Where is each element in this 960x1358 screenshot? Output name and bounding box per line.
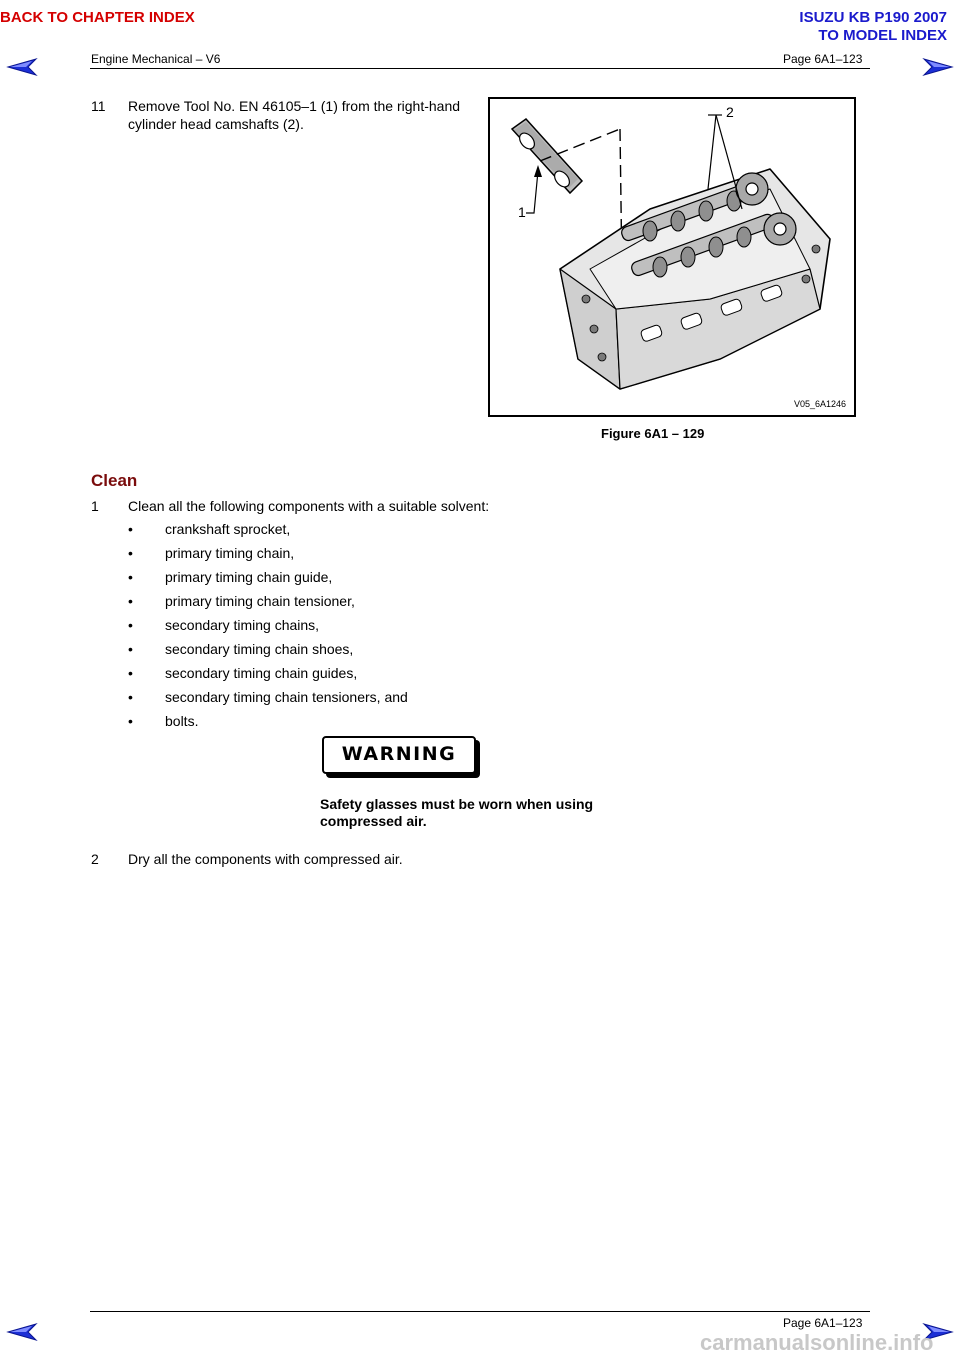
- bullet-icon: •: [128, 713, 133, 729]
- arrow-left-icon[interactable]: [6, 57, 38, 77]
- list-item-text: bolts.: [165, 713, 199, 729]
- header-page-number: Page 6A1–123: [783, 52, 863, 66]
- model-index-line: TO MODEL INDEX: [818, 27, 947, 44]
- step-11-line-2: cylinder head camshafts (2).: [128, 116, 304, 132]
- step-11-line-1: Remove Tool No. EN 46105–1 (1) from the right-hand: [128, 98, 461, 114]
- callout-1: 1: [518, 204, 526, 220]
- step-2-text: Dry all the components with compressed air.: [128, 851, 403, 867]
- warning-badge: WARNING: [322, 736, 476, 774]
- arrow-left-icon[interactable]: [6, 1322, 38, 1342]
- list-item-text: secondary timing chain guides,: [165, 665, 358, 681]
- list-item-text: crankshaft sprocket,: [165, 521, 291, 537]
- list-item: [128, 545, 628, 563]
- figure-code: V05_6A1246: [793, 399, 846, 409]
- list-item-text: secondary timing chain shoes,: [165, 641, 354, 657]
- bullet-icon: •: [128, 641, 133, 657]
- list-item: [128, 641, 628, 659]
- figure-frame: [488, 97, 856, 417]
- bullet-icon: •: [128, 521, 133, 537]
- bullet-icon: •: [128, 689, 133, 705]
- footer-rule: [90, 1311, 870, 1312]
- model-title-line: ISUZU KB P190 2007: [799, 9, 947, 26]
- header-section-title: Engine Mechanical – V6: [91, 52, 221, 66]
- figure-caption: Figure 6A1 – 129: [601, 426, 705, 441]
- step-2-number: 2: [91, 851, 99, 867]
- list-item: [128, 569, 628, 587]
- engine-head-block: [560, 169, 830, 389]
- warning-line-1: Safety glasses must be worn when using: [320, 796, 594, 812]
- list-item-text: secondary timing chains,: [165, 617, 320, 633]
- list-item: [128, 521, 628, 539]
- warning-text: [320, 796, 640, 830]
- cylinder-head-illustration: [490, 99, 854, 415]
- bullet-icon: •: [128, 665, 133, 681]
- step-11-text: [128, 97, 460, 133]
- bullet-icon: •: [128, 545, 133, 561]
- section-title-clean: Clean: [91, 471, 138, 490]
- list-item-text: primary timing chain,: [165, 545, 295, 561]
- list-item: [128, 617, 628, 635]
- list-item-text: secondary timing chain tensioners, and: [165, 689, 408, 705]
- bullet-icon: •: [128, 593, 133, 609]
- bullet-icon: •: [128, 617, 133, 633]
- list-item-text: primary timing chain tensioner,: [165, 593, 355, 609]
- warning-line-2: compressed air.: [320, 813, 427, 829]
- tool-plate-illustration: [512, 119, 582, 193]
- back-to-chapter-index-link[interactable]: BACK TO CHAPTER INDEX: [0, 9, 195, 26]
- model-index-link[interactable]: [799, 9, 947, 45]
- callout-2: 2: [726, 104, 734, 120]
- list-item: [128, 689, 628, 707]
- bullet-icon: •: [128, 569, 133, 585]
- watermark-text: carmanualsonline.info: [700, 1330, 934, 1355]
- list-item: [128, 593, 628, 611]
- step-1-text: Clean all the following components with a suitable solvent:: [128, 498, 490, 514]
- list-item: [128, 665, 628, 683]
- footer-page-number: Page 6A1–123: [783, 1316, 863, 1330]
- arrow-right-icon[interactable]: [922, 57, 954, 77]
- header-rule: [90, 68, 870, 69]
- component-list: [128, 521, 628, 737]
- list-item: [128, 713, 628, 731]
- list-item-text: primary timing chain guide,: [165, 569, 333, 585]
- step-1-number: 1: [91, 498, 99, 514]
- step-11-number: 11: [91, 98, 106, 114]
